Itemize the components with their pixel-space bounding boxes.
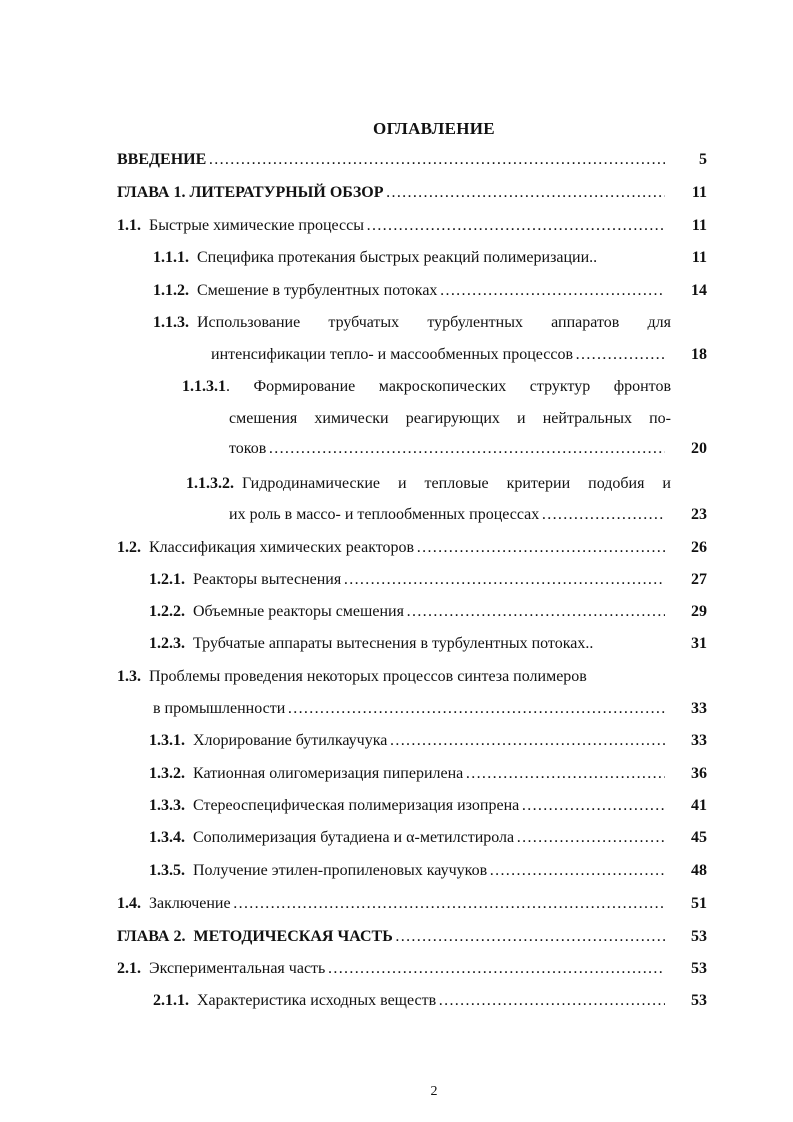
toc-entry-text: ГЛАВА 2. МЕТОДИЧЕСКАЯ ЧАСТЬ — [117, 928, 393, 945]
toc-entry-page: 53 — [691, 960, 707, 977]
toc-entry-1-1-3-2[interactable] — [186, 475, 671, 497]
toc-entry-page: 27 — [691, 571, 707, 588]
toc-entry-text: Объемные реакторы смешения — [193, 603, 404, 620]
toc-leader — [406, 603, 665, 621]
toc-entry-text: Получение этилен-пропиленовых каучуков — [193, 862, 488, 879]
toc-entry-number: 1.2. — [117, 539, 141, 556]
page-number: 2 — [430, 1084, 438, 1099]
toc-entry-page: 33 — [691, 700, 707, 717]
toc-entry-text: Экспериментальная часть — [149, 960, 326, 977]
toc-entry-text: Сополимеризация бутадиена и α-метилстирола — [193, 829, 515, 846]
toc-entry-text: Смешение в турбулентных потоках — [197, 282, 438, 299]
toc-leader — [416, 539, 665, 557]
toc-entry-1-1-1[interactable] — [153, 249, 707, 271]
toc-entry-number: 2.1. — [117, 960, 141, 977]
toc-entry-text: Гидродинамические и тепловые критерии подобия и — [242, 475, 671, 492]
toc-entry-text: в промышленности — [153, 700, 286, 717]
toc-entry-1-1-3-1-cont2[interactable] — [229, 440, 707, 462]
toc-entry-1-1-3-cont[interactable] — [211, 346, 707, 368]
toc-entry-chapter-2[interactable] — [117, 928, 707, 950]
toc-entry-number: 1.1.1. — [153, 249, 189, 266]
toc-entry-text: интенсификации тепло- и массообменных процессов — [211, 346, 574, 363]
toc-entry-text: Специфика протекания быстрых реакций полимеризации.. — [197, 249, 598, 266]
toc-entry-number: 1.1.2. — [153, 282, 189, 299]
toc-entry-number: 1.3.3. — [149, 797, 185, 814]
toc-entry-1-2-3[interactable] — [149, 635, 707, 657]
toc-leader — [208, 151, 665, 169]
toc-leader — [521, 797, 665, 815]
toc-entry-page: 33 — [691, 732, 707, 749]
toc-leader — [541, 506, 665, 524]
toc-entry-1-4[interactable] — [117, 895, 707, 917]
toc-entry-2-1-1[interactable] — [153, 992, 707, 1014]
toc-leader — [438, 992, 665, 1010]
toc-leader — [268, 440, 665, 458]
toc-entry-1-1-2[interactable] — [153, 282, 707, 304]
toc-entry-1-3-4[interactable] — [149, 829, 707, 851]
toc-entry-page: 31 — [691, 635, 707, 652]
toc-entry-text: Классификация химических реакторов — [149, 539, 415, 556]
toc-entry-page: 14 — [691, 282, 707, 299]
toc-entry-text: ГЛАВА 1. ЛИТЕРАТУРНЫЙ ОБЗОР — [117, 184, 384, 201]
toc-entry-chapter-1[interactable] — [117, 184, 707, 206]
toc-leader — [233, 895, 665, 913]
toc-entry-page: 29 — [691, 603, 707, 620]
toc-entry-number: 1.3.4. — [149, 829, 185, 846]
toc-entry-text: Трубчатые аппараты вытеснения в турбулентных потоках.. — [193, 635, 594, 652]
toc-entry-text: Стереоспецифическая полимеризация изопрена — [193, 797, 520, 814]
toc-entry-1-3-5[interactable] — [149, 862, 707, 884]
toc-entry-number: 1.2.2. — [149, 603, 185, 620]
toc-entry-text: Использование трубчатых турбулентных аппаратов для — [197, 314, 671, 331]
toc-entry-number: 1.2.1. — [149, 571, 185, 588]
toc-entry-number: 1.1. — [117, 217, 141, 234]
toc-leader — [287, 700, 665, 718]
toc-entry-introduction[interactable] — [117, 151, 707, 173]
toc-leader — [575, 346, 665, 364]
toc-entry-1-1-3[interactable] — [153, 314, 671, 336]
toc-entry-1-3-1[interactable] — [149, 732, 707, 754]
toc-entry-text: Характеристика исходных веществ — [197, 992, 437, 1009]
toc-entry-text: Проблемы проведения некоторых процессов синтеза полимеров — [149, 668, 587, 685]
toc-entry-number: 1.3.1. — [149, 732, 185, 749]
toc-entry-page: 11 — [691, 217, 707, 234]
toc-entry-text: Катионная олигомеризация пиперилена — [193, 765, 464, 782]
toc-entry-1-3-2[interactable] — [149, 765, 707, 787]
toc-entry-1-3-3[interactable] — [149, 797, 707, 819]
toc-entry-1-2[interactable] — [117, 539, 707, 561]
toc-entry-number: 1.1.3.1 — [182, 378, 226, 395]
toc-leader — [516, 829, 665, 847]
toc-entry-text: токов — [229, 440, 267, 457]
toc-entry-page: 5 — [699, 151, 707, 168]
toc-leader — [465, 765, 665, 783]
toc-leader — [386, 184, 665, 202]
toc-leader — [389, 732, 665, 750]
toc-entry-1-2-1[interactable] — [149, 571, 707, 593]
toc-leader — [489, 862, 665, 880]
toc-entry-page: 53 — [691, 992, 707, 1009]
toc-entry-text: ВВЕДЕНИЕ — [117, 151, 207, 168]
toc-entry-number: 1.2.3. — [149, 635, 185, 652]
toc-entry-number: 2.1.1. — [153, 992, 189, 1009]
toc-entry-page: 26 — [691, 539, 707, 556]
toc-entry-page: 41 — [691, 797, 707, 814]
toc-entry-text: их роль в массо- и теплообменных процессах — [229, 506, 540, 523]
toc-entry-page: 51 — [691, 895, 707, 912]
toc-leader — [366, 217, 665, 235]
toc-entry-1-3-cont[interactable] — [153, 700, 707, 722]
toc-leader — [395, 928, 665, 946]
toc-entry-page: 45 — [691, 829, 707, 846]
toc-entry-1-3[interactable] — [117, 668, 677, 690]
toc-entry-text: смешения химически реагирующих и нейтральных по- — [229, 410, 671, 427]
toc-entry-text: . Формирование макроскопических структур фронтов — [226, 378, 671, 395]
toc-leader — [327, 960, 665, 978]
toc-entry-number: 1.3. — [117, 668, 141, 685]
toc-entry-page: 48 — [691, 862, 707, 879]
toc-leader — [439, 282, 665, 300]
toc-entry-page: 53 — [691, 928, 707, 945]
toc-entry-text: Заключение — [149, 895, 231, 912]
toc-entry-number: 1.4. — [117, 895, 141, 912]
toc-entry-2-1[interactable] — [117, 960, 707, 982]
toc-entry-number: 1.1.3.2. — [186, 475, 234, 492]
toc-entry-page: 20 — [691, 440, 707, 457]
toc-entry-text: Хлорирование бутилкаучука — [193, 732, 388, 749]
toc-entry-1-1-3-1[interactable] — [182, 378, 671, 400]
toc-entry-page: 18 — [691, 346, 707, 363]
toc-entry-number: 1.1.3. — [153, 314, 189, 331]
toc-entry-page: 11 — [691, 184, 707, 201]
toc-entry-1-1-3-2-cont[interactable] — [229, 506, 707, 528]
toc-entry-number: 1.3.5. — [149, 862, 185, 879]
toc-entry-1-1[interactable] — [117, 217, 707, 239]
toc-entry-page: 23 — [691, 506, 707, 523]
toc-entry-1-2-2[interactable] — [149, 603, 707, 625]
toc-entry-1-1-3-1-cont[interactable] — [229, 410, 671, 432]
toc-entry-number: 1.3.2. — [149, 765, 185, 782]
toc-title: ОГЛАВЛЕНИЕ — [373, 119, 495, 138]
toc-entry-page: 36 — [691, 765, 707, 782]
toc-entry-page: 11 — [691, 249, 707, 266]
toc-leader — [343, 571, 665, 589]
toc-entry-text: Быстрые химические процессы — [149, 217, 364, 234]
toc-entry-text: Реакторы вытеснения — [193, 571, 342, 588]
